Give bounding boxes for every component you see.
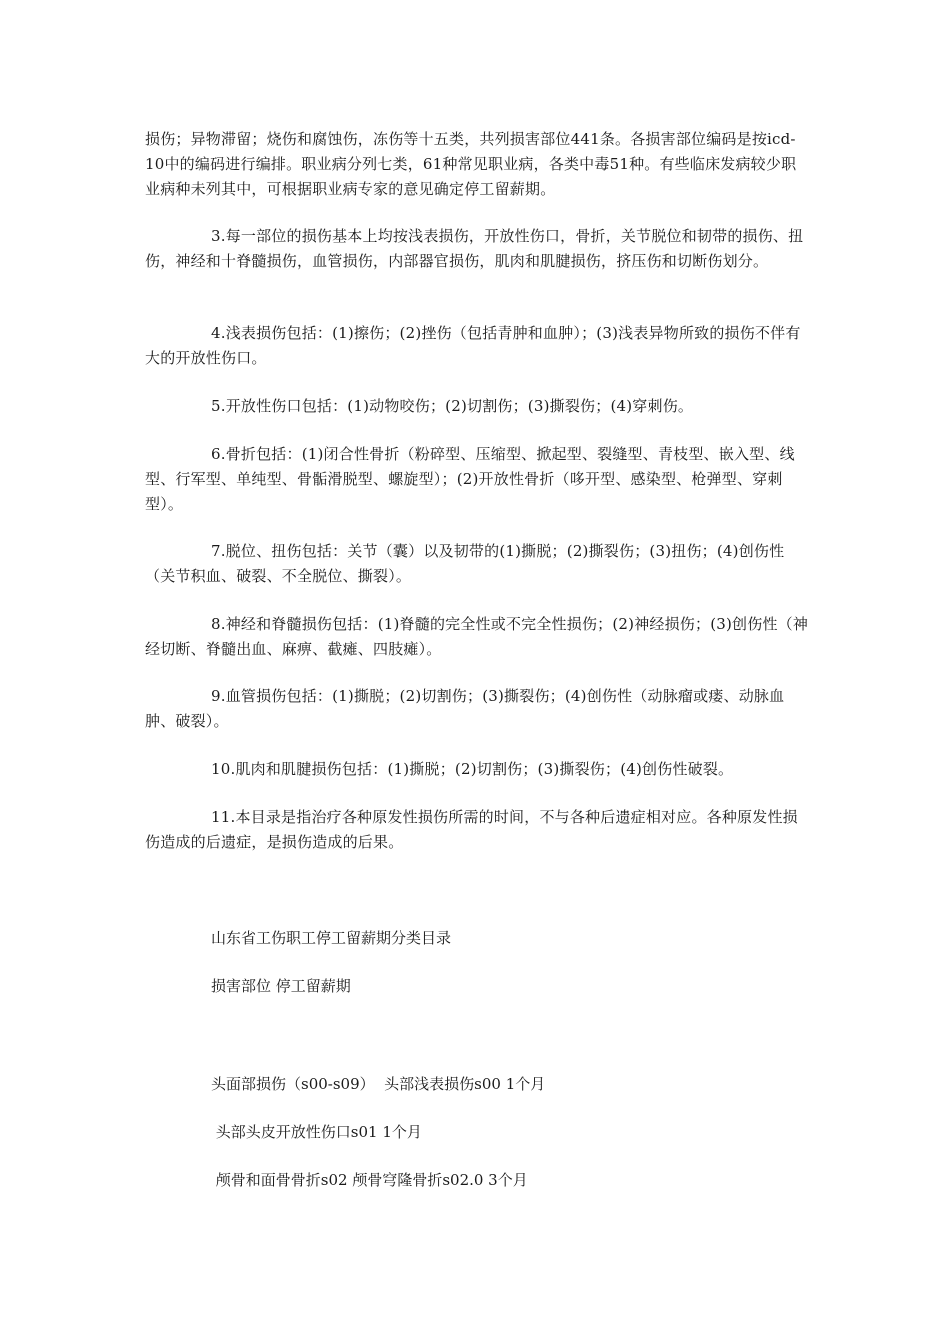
- catalog-row: 头部头皮开放性伤口s01 1个月: [211, 1123, 422, 1141]
- paragraph-item-6: 6.骨折包括：(1)闭合性骨折（粉碎型、压缩型、掀起型、裂缝型、青枝型、嵌入型、线型、行军型、单纯型、骨骺滑脱型、螺旋型）；(2)开放性骨折（哆开型、感染型、枪弹型、穿刺型）。: [145, 445, 795, 513]
- catalog-header: 损害部位 停工留薪期: [211, 977, 351, 995]
- paragraph-item-11: 11.本目录是指治疗各种原发性损伤所需的时间，不与各种后遗症相对应。各种原发性损伤造成的后遗症，是损伤造成的后果。: [145, 808, 798, 851]
- catalog-title: 山东省工伤职工停工留薪期分类目录: [211, 929, 452, 947]
- paragraph-intro: 损伤；异物滞留；烧伤和腐蚀伤，冻伤等十五类，共列损害部位441条。各损害部位编码是按icd-10中的编码进行编排。职业病分列七类，61种常见职业病，各类中毒51种。有些临床发病较少职业病种未列其中，可根据职业病专家的意见确定停工留薪期。: [145, 130, 797, 198]
- catalog-row: 头面部损伤（s00-s09） 头部浅表损伤s00 1个月: [211, 1075, 546, 1093]
- paragraph-item-8: 8.神经和脊髓损伤包括：(1)脊髓的完全性或不完全性损伤；(2)神经损伤；(3)创伤性（神经切断、脊髓出血、麻痹、截瘫、四肢瘫）。: [145, 615, 809, 658]
- paragraph-item-10: 10.肌肉和肌腱损伤包括：(1)撕脱；(2)切割伤；(3)撕裂伤；(4)创伤性破裂。: [211, 760, 734, 778]
- paragraph-item-3: 3.每一部位的损伤基本上均按浅表损伤，开放性伤口，骨折，关节脱位和韧带的损伤、扭伤，神经和十脊髓损伤，血管损伤，内部器官损伤，肌肉和肌腱损伤，挤压伤和切断伤划分。: [145, 227, 804, 270]
- paragraph-item-7: 7.脱位、扭伤包括：关节（囊）以及韧带的(1)撕脱；(2)撕裂伤；(3)扭伤；(4)创伤性（关节积血、破裂、不全脱位、撕裂）。: [145, 542, 785, 585]
- paragraph-item-9: 9.血管损伤包括：(1)撕脱；(2)切割伤；(3)撕裂伤；(4)创伤性（动脉瘤或瘘、动脉血肿、破裂）。: [145, 687, 785, 730]
- catalog-row: 颅骨和面骨骨折s02 颅骨穹隆骨折s02.0 3个月: [211, 1171, 528, 1189]
- paragraph-item-5: 5.开放性伤口包括：(1)动物咬伤；(2)切割伤；(3)撕裂伤；(4)穿刺伤。: [211, 397, 694, 415]
- paragraph-item-4: 4.浅表损伤包括：(1)擦伤；(2)挫伤（包括青肿和血肿）；(3)浅表异物所致的损伤不伴有大的开放性伤口。: [145, 324, 801, 367]
